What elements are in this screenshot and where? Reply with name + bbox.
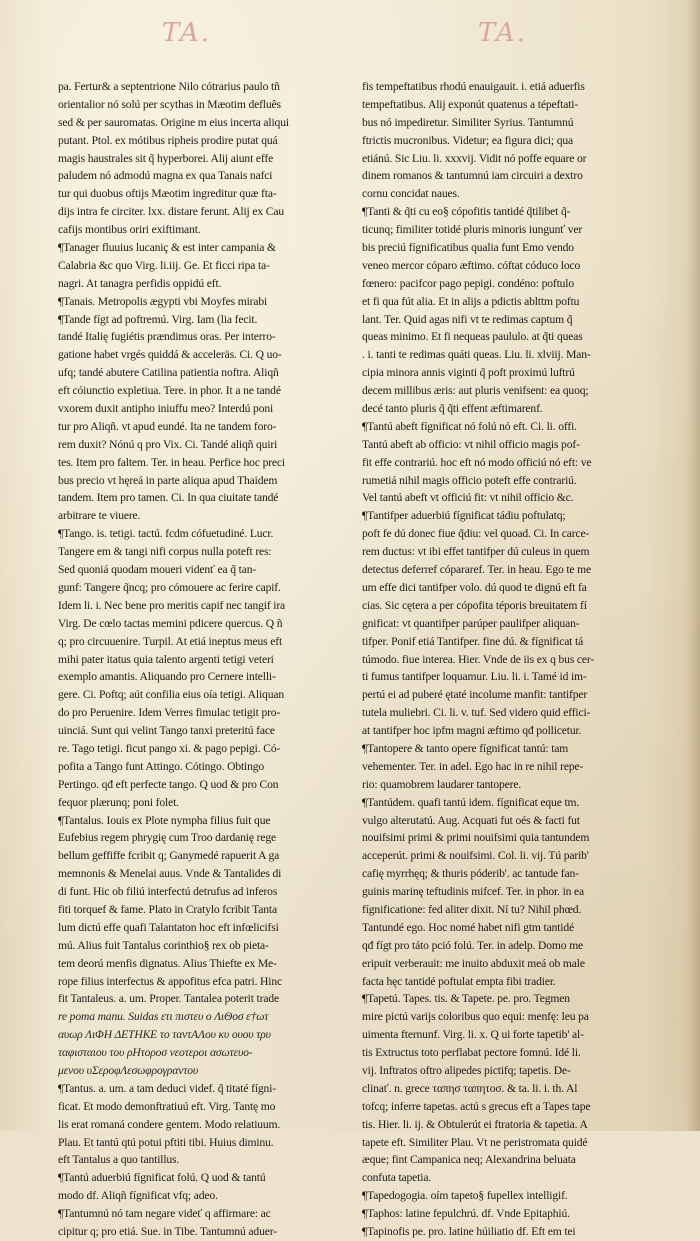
text-line: rem duxit? Nónú q pro Vix. Ci. Tandé aliqñ quiri xyxy=(58,437,278,451)
text-line: tis Extructus toto perflabat pectore fomnú. Idé li. xyxy=(362,1046,581,1060)
text-column-left xyxy=(58,78,348,1241)
text-line: ¶Tantalus. Iouis ex Plote nympha filius fuit que xyxy=(58,813,271,827)
text-line: re. Tago tetigi. ficut pango xi. & pago pepigi. Có- xyxy=(58,741,281,755)
text-line: vxorem duxit antipho iniuffu meo? Interdú poni xyxy=(58,402,274,416)
text-line: cornu concidat naues. xyxy=(362,187,460,201)
text-line: tempeftatibus. Alij exponút quatenus a tépeftati- xyxy=(362,97,579,111)
text-line: Calabria &c quo Virg. li.iij. Ge. Et ficci ripa ta- xyxy=(58,258,270,272)
text-line: eft cóiunctio expletiua. Tere. in phor. It a ne tandé xyxy=(58,384,281,398)
text-line: tes. Item pro faltem. Ter. in heau. Perfice hoc preci xyxy=(58,455,285,469)
text-line: queas minimo. Et fi nequeas paululo. at q̃ti queas xyxy=(362,330,583,344)
text-line: um effe dici tantifper volo. dú quod te dignú eft fa xyxy=(362,580,587,594)
text-line: eft Tantalus a quo tantillus. xyxy=(58,1153,180,1167)
page-edge-shadow xyxy=(686,0,700,1131)
text-line: uinciá. Sunt qui velint Tango tanxi preteritú face xyxy=(58,724,275,738)
text-line: ταφισταιου του ρΗτοροσ νεοτεροι ασωτευο- xyxy=(58,1046,253,1060)
text-line: . i. tanti te redimas quáti queas. Liu. li. xlviij. Man- xyxy=(362,348,591,362)
text-line: mihi pater itatus quia talento argenti tetigi veteri xyxy=(58,652,274,666)
text-line: at tantifper hoc ipfm magni æftimo qđ pollicetur. xyxy=(362,724,582,738)
text-line: q; pro circuuenire. Turpil. At etiá ineptus meus eft xyxy=(58,634,283,648)
text-line: ¶Tanager fluuius lucaniç & est inter campania & xyxy=(58,241,276,255)
text-line: fígnificatione: fed aliter dixit. Ní tu? Nihil phœd. xyxy=(362,902,582,916)
text-line: dinem romanos & tantumnú iam circuiri a dextro xyxy=(362,169,583,183)
text-line: cafię myrrhęq; & thuris póderib'. ac tantude fan- xyxy=(362,867,579,881)
text-line: Plau. Et tantú qtú potui pftiti tibi. Huius diminu. xyxy=(58,1135,274,1149)
text-line: memnonis & Menelai auus. Vnde & Tantalides di xyxy=(58,867,282,881)
text-line: detectus deferref cópararef. Ter. in heau. Ego te me xyxy=(362,563,592,577)
text-line: gatione habet vrgés quiddá & acceleräs. Ci. Q uo- xyxy=(58,348,282,362)
text-line: vulgo alterutatú. Aug. Acquati fut oés & facti fut xyxy=(362,813,580,827)
text-line: Pertingo. qđ eft perfecte tango. Q uod & pro Con xyxy=(58,777,279,791)
text-line: pa. Fertur& a septentrione Nilo cótrarius paulo tñ xyxy=(58,80,280,93)
text-line: ¶Tantifper aduerbiú fígnificat tádiu poftulatq; xyxy=(362,509,566,523)
text-line: et fi qua fút alia. Et in alijs a pdictis ablttm poftu xyxy=(362,294,580,308)
text-line: ¶Tapetú. Tapes. tis. & Tapete. pe. pro. Tegmen xyxy=(362,992,570,1006)
text-line: αυωρ ΛιΦΗ ΔΕΤΗΚΕ το ταντΑΛου κυ ουου τρυ xyxy=(58,1028,271,1042)
text-line: mire pictú varijs coloribus quo equi: menfę: leu pa xyxy=(362,1010,589,1024)
text-line: veneo mercor cóparo æftimo. cóftat códuco loco xyxy=(362,258,581,272)
text-line: confuta tapetia. xyxy=(362,1171,432,1185)
text-line: ¶Tanti & q̃ti cu eo§ cópofitis tantidé q̃tilibet q̃- xyxy=(362,205,571,219)
text-line: nouifsimi primi & primi nouifsimi quia tantundem xyxy=(362,831,590,845)
text-line: ¶Tapedogogia. oím tapeto§ fupellex intelligif. xyxy=(362,1189,568,1203)
text-line: tandé Italię fugiétis prændimus oras. Per interro- xyxy=(58,330,276,344)
text-line: ¶Tantúdem. quafi tantú idem. fígnificat eque tm. xyxy=(362,795,580,809)
text-line: cipia minora annis viginti q̃ poft proximú luftrú xyxy=(362,366,575,380)
text-line: fiti torquef & fame. Plato in Cratylo fcribit Tanta xyxy=(58,902,277,916)
text-line: ¶Tantú abeft fígnificat nó folú nó eft. Ci. li. offi. xyxy=(362,419,577,433)
text-line: nagri. At tanagra perfidis oppidú eft. xyxy=(58,276,222,290)
text-line: dijs intra fe circiter. lxx. distare ferunt. Alij ex Cau xyxy=(58,205,284,219)
text-line: ¶Tantus. a. um. a tam deduci videf. q̃ titaté fígni- xyxy=(58,1081,276,1095)
text-line: Tangere em & tangi nifi corpus nulla poteft res: xyxy=(58,545,272,559)
text-line: guinis marinę teftudinis mifcef. Ter. in phor. in ea xyxy=(362,885,585,899)
text-line: Idem li. i. Nec bene pro meritis capif nec tangif ira xyxy=(58,598,286,612)
text-line: Vel tantú abeft vt officiú fit: vt nihil officio &c. xyxy=(362,491,574,505)
text-line: ¶Tantumnú nó tam negare videť q affirmare: ac xyxy=(58,1207,271,1221)
text-line: uimenta fternunf. Virg. li. x. Q ui forte tapetib' al- xyxy=(362,1028,584,1042)
text-line: mú. Alius fuit Tantalus corinthio§ rex ob pieta- xyxy=(58,938,269,952)
text-line: tandem. Item pro tamen. Ci. In qua ciuitate tandé xyxy=(58,491,279,505)
text-line: ¶Tapinofis pe. pro. latine húiliatio df. Eft em tei xyxy=(362,1225,576,1238)
text-line: ti fumus tantifper loquamur. Liu. li. i. Tamé id im- xyxy=(362,670,587,684)
text-line: gunf: Tangere q̃ncq; pro cómouere ac ferire capif. xyxy=(58,580,281,594)
text-line: ticunq; fimiliter totidé pluris minoris iungunť ver xyxy=(362,223,583,237)
text-line: bus nó impediretur. Similiter Syrius. Tantumnú xyxy=(362,115,574,129)
text-line: ¶Taphos: latine fepulchrú. df. Vnde Epitaphiú. xyxy=(362,1207,570,1221)
text-line: ¶Tango. is. tetigi. tactú. fcdm cófuetudiné. Lucr. xyxy=(58,527,274,541)
text-line: arbitrare te viuere. xyxy=(58,509,141,523)
text-line: bellum geffiffe fcribit q; Ganymedé rapuerit A ga xyxy=(58,849,280,863)
text-line: bis preciú fígnificatibus qualia funt Emo vendo xyxy=(362,241,574,255)
text-line: eripuit verberauit: me inuito abduxit meá ob male xyxy=(362,956,585,970)
text-line: vij. Inftratos oftro alipedes pictifq; tapetis. De- xyxy=(362,1063,571,1077)
text-line: lis erat romaná condere gentem. Modo relatiuum. xyxy=(58,1117,281,1131)
text-line: gere. Ci. Poftq; aút confilia eius oía tetigi. Aliquan xyxy=(58,688,284,702)
text-line: rem ductus: vt ibi effet tantifper dú culeus in quem xyxy=(362,545,590,559)
text-line: tur qui duobus oftijs Mæotim ingreditur quæ fta- xyxy=(58,187,277,201)
text-line: rio: quamobrem laudarer tantopere. xyxy=(362,777,522,791)
text-line: re poma manu. Suidas ετι πιστευ ο ΛιΘοσ ε†ωτ xyxy=(58,1010,269,1024)
text-line: tur pro Aliqñ. vt apud eundé. Ita ne tandem foro- xyxy=(58,419,277,433)
text-column-right xyxy=(362,78,652,1241)
text-line: bus precio vt hęreá in parte aliqua apud Thaidem xyxy=(58,473,278,487)
text-line: pertú ei ad puberé ętaté incolume manfit: tantifper xyxy=(362,688,588,702)
text-line: lant. Ter. Quid agas nifi vt te redimas captum q̃ xyxy=(362,312,573,326)
text-line: magis haustrales sit q̃ hyperborei. Alij aiunt effe xyxy=(58,151,274,165)
text-line: fit Tantaleus. a. um. Proper. Tantalea poterit trade xyxy=(58,992,279,1006)
text-line: Virg. De cœlo tactas memini pdicere quercus. Q ñ xyxy=(58,616,283,630)
text-line: ficat. Et modo demonftratiuú eft. Virg. Tantę mo xyxy=(58,1099,276,1113)
text-line: cias. Sic cętera a per cópofita téporis breuitatem fí xyxy=(362,598,587,612)
text-line: poft fe dú donec fiue q̃diu: vel quoad. Ci. In carce- xyxy=(362,527,590,541)
text-line: ftrictis mucronibus. Videtur; ea figura dici; qua xyxy=(362,133,573,147)
text-line: lum dictú effe quafi Talantaton hoc eft infœlicifsi xyxy=(58,920,279,934)
text-line: tis. Hier. li. ij. & Obtulerút ei ftratoria & tapetia. A xyxy=(362,1117,588,1131)
text-line: exemplo amantis. Aliquando pro Cernere intelli- xyxy=(58,670,276,684)
text-line: acceperút. primi & nouifsimi. Col. li. vij. Tú parib' xyxy=(362,849,589,863)
page-mark-left: TA. xyxy=(162,18,211,48)
text-line: tapete eft. Similiter Plau. Vt ne peristromata quidé xyxy=(362,1135,588,1149)
text-line: cipitur q; pro etiá. Sue. in Tibe. Tantumnú aduer- xyxy=(58,1225,277,1238)
text-line: tifper. Ponif etiá Tantifper. fine dú. & fígnificat tá xyxy=(362,634,584,648)
text-line: rumetiá nihil magis officio poteft effe contrariú. xyxy=(362,473,577,487)
text-line: tem deorú menfis dignatus. Alius Thiefte ex Me- xyxy=(58,956,277,970)
text-line: etiánú. Sic Liu. li. xxxvij. Vidit nó poffe equare or xyxy=(362,151,587,165)
text-line: modo df. Aliqñ fígnificat vfq; adeo. xyxy=(58,1189,218,1203)
text-line: facta hęc tantidé poftulat empta fibi tradier. xyxy=(362,974,556,988)
text-line: gnificat: vt quantifper parúper paulifper aliquan- xyxy=(362,616,580,630)
text-line: qđ fígt pro táto pció folú. Ter. in adelp. Domo me xyxy=(362,938,584,952)
text-line: putant. Ptol. ex mótibus ripheis prodire putat quá xyxy=(58,133,278,147)
text-line: paludem nó admodú magna ex qua Tanais nafci xyxy=(58,169,273,183)
text-line: Sed quoniá quodam moueri videnť ea q̃ tan- xyxy=(58,563,257,577)
text-line: fis tempeftatibus rhodú enauigauit. i. etiá aduerfis xyxy=(362,80,585,93)
text-line: Tantundé ego. Hoc nomé habet nifi gtm tantidé xyxy=(362,920,575,934)
text-line: tofcq; inferre tapetas. actú s grecus eft a Tapes tape xyxy=(362,1099,591,1113)
text-line: æque; fint Campanica neq; Alexandrina beluata xyxy=(362,1153,576,1167)
text-line: ¶Tande fígt ad poftremú. Virg. Iam (lia fecit. xyxy=(58,312,258,326)
text-line: decé tanto pluris q̃ q̃ti effent æftimarenf. xyxy=(362,402,543,416)
text-line: clinať. n. grece ταπησ ταπητοσ. & ta. li. i. th. Al xyxy=(362,1081,578,1095)
text-line: ¶Tantopere & tanto opere fígnificat tantú: tam xyxy=(362,741,569,755)
text-line: di funt. Hic ob filiú interfectú detrufus ad inferos xyxy=(58,885,278,899)
text-line: do pro Peruenire. Idem Verres fimulac tetigit pro- xyxy=(58,706,281,720)
text-line: pofita a Tango funt Attingo. Cótingo. Obtingo xyxy=(58,759,265,773)
text-line: rope filius interfectus & appofitus efca patri. Hinc xyxy=(58,974,282,988)
text-line: Eufebius regem phrygię cum Troo dardanię rege xyxy=(58,831,276,845)
text-line: vehementer. Ter. in adel. Ego hac in re nihil repe- xyxy=(362,759,584,773)
page-mark-right: TA. xyxy=(478,18,527,48)
text-line: fœnero: pacifcor pago pepigi. condéno: poftulo xyxy=(362,276,575,290)
text-line: túmodo. fiue interea. Hier. Vnde de iis ex q bus cer- xyxy=(362,652,595,666)
text-line: ufq; tandé abutere Catilina patientia noftra. Aliqñ xyxy=(58,366,279,380)
text-line: decem millibus æris: aut pluris venifsent: ea quoq; xyxy=(362,384,589,398)
text-line: μενου υΣεροφΛεσωφρογραντου xyxy=(58,1063,199,1077)
text-line: fit effe contrariú. hoc eft nó modo officiú nó eft: ve xyxy=(362,455,592,469)
text-line: ¶Tantú aduerbiú fígnificat folú. Q uod & tantú xyxy=(58,1171,266,1185)
text-line: Tantú abeft ab officio: vt nihil officio magis pof- xyxy=(362,437,580,451)
text-line: sed & per sauromatas. Origine m eius incerta aliqui xyxy=(58,115,289,129)
text-line: ¶Tanais. Metropolis ægypti vbi Moyfes mirabi xyxy=(58,294,268,308)
text-line: cafijs montibus oriri exiftimant. xyxy=(58,223,201,237)
text-line: fequor plærunq; poni folet. xyxy=(58,795,179,809)
text-line: tutela muliebri. Ci. li. v. tuf. Sed videro quid effici- xyxy=(362,706,591,720)
text-line: orientalior nó solú per scythas in Mæotim defluês xyxy=(58,97,281,111)
